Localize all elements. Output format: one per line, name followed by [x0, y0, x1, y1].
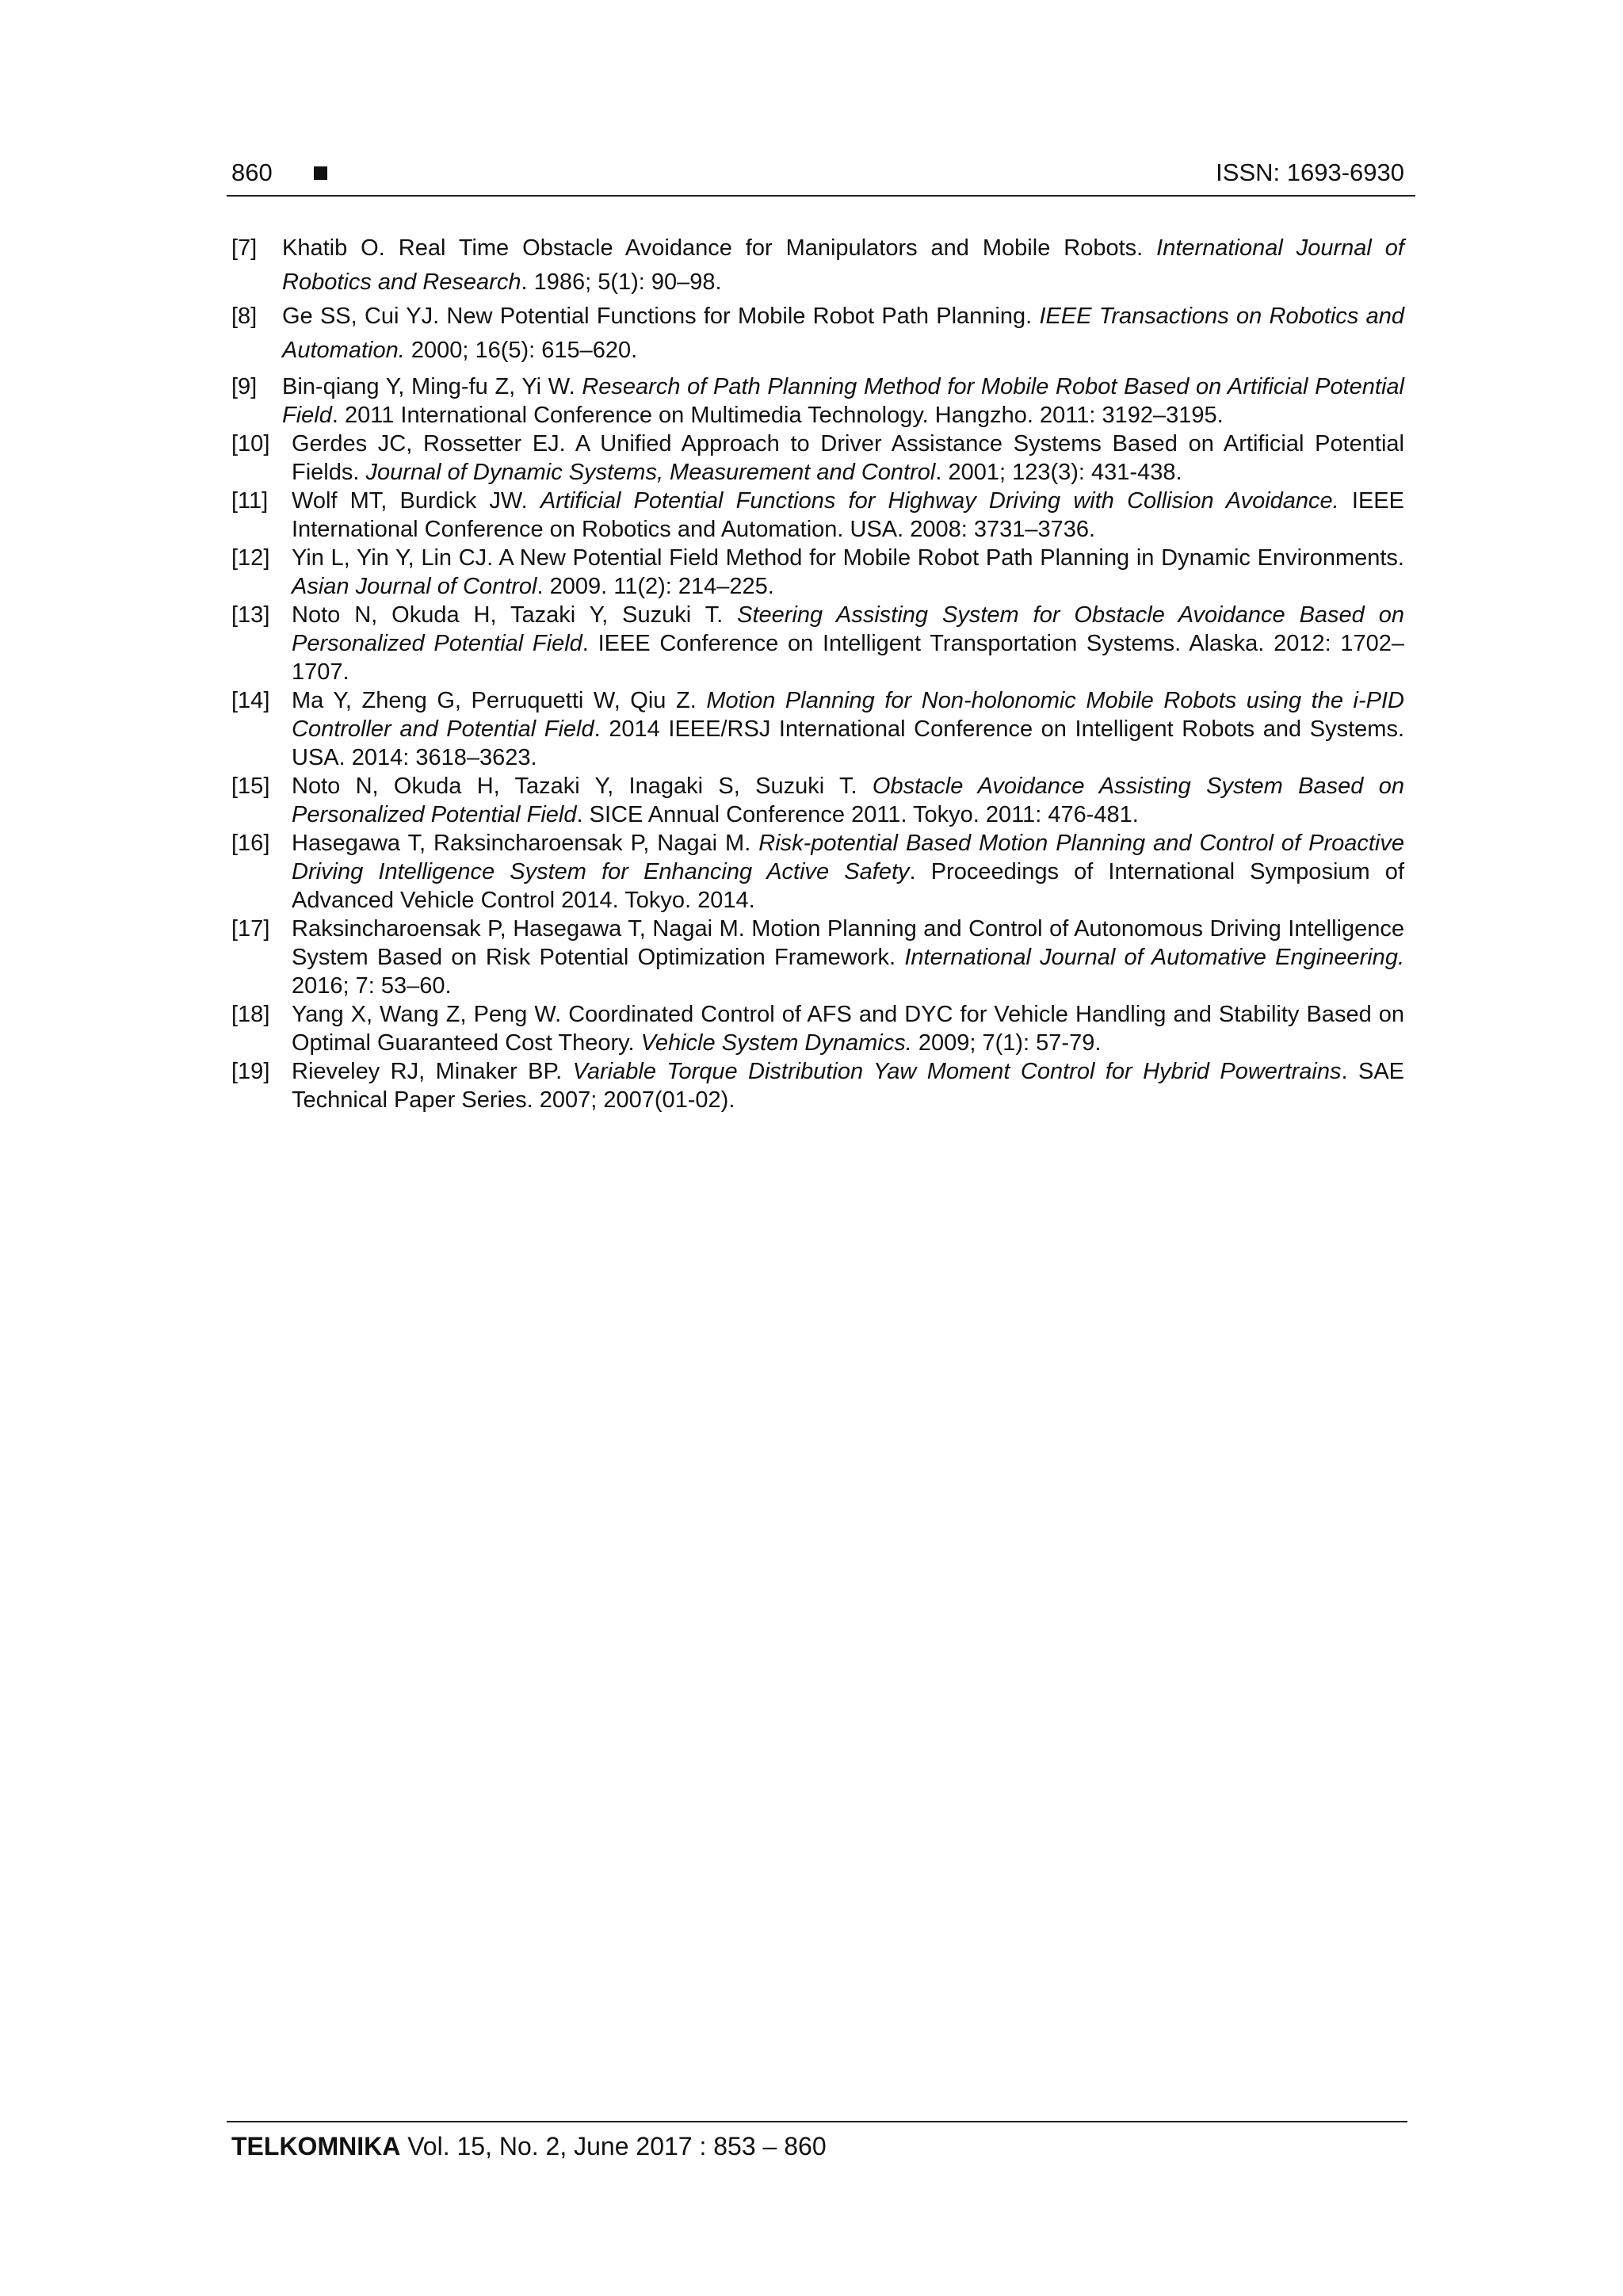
reference-number: [10]	[231, 431, 270, 457]
square-bullet-icon	[314, 166, 327, 180]
reference-source: Obstacle Avoidance Assisting System Based on Personalized Potential Field	[292, 774, 1404, 827]
header-divider	[227, 195, 1415, 197]
reference-source: Artificial Potential Functions for Highway Driving with Collision Avoidance.	[540, 488, 1339, 514]
reference-item	[231, 601, 1404, 686]
issn-label: ISSN: 1693-6930	[1216, 159, 1404, 186]
reference-number: [13]	[231, 602, 270, 628]
footer-divider	[227, 2121, 1407, 2122]
reference-text: Raksincharoensak P, Hasegawa T, Nagai M. Motion Planning and Control of Autonomous Driving Intelligence System Based on Risk Potential Optimization Framework.	[292, 916, 1404, 970]
reference-source: Journal of Dynamic Systems, Measurement and Control	[365, 460, 936, 485]
reference-text: Ma Y, Zheng G, Perruquetti W, Qiu Z.	[292, 688, 707, 713]
reference-details: 2016; 7: 53–60.	[292, 973, 452, 999]
reference-details: . 2011 International Conference on Multimedia Technology. Hangzho. 2011: 3192–3195.	[331, 403, 1224, 428]
reference-source: Motion Planning for Non-holonomic Mobile Robots using the i-PID Controller and Potential Field	[292, 688, 1404, 742]
reference-text: Bin-qiang Y, Ming-fu Z, Yi W.	[282, 374, 582, 399]
reference-number: [12]	[231, 545, 270, 571]
page-header	[231, 155, 1412, 190]
reference-number: [15]	[231, 774, 270, 799]
reference-text: Yin L, Yin Y, Lin CJ. A New Potential Field Method for Mobile Robot Path Planning in Dynamic Environments.	[292, 545, 1404, 571]
reference-item	[231, 300, 1404, 368]
reference-item	[231, 1057, 1404, 1114]
reference-details: . 2014 IEEE/RSJ International Conference on Intelligent Robots and Systems. USA. 2014: 3618–3623.	[292, 716, 1405, 770]
reference-text: Noto N, Okuda H, Tazaki Y, Suzuki T.	[292, 602, 738, 628]
reference-text: Gerdes JC, Rossetter EJ. A Unified Approach to Driver Assistance Systems Based on Artificial Potential Fields.	[292, 431, 1404, 485]
reference-number: [18]	[231, 1002, 270, 1027]
reference-source: Asian Journal of Control	[292, 574, 537, 599]
reference-details: . Proceedings of International Symposium of Advanced Vehicle Control 2014. Tokyo. 2014.	[292, 859, 1404, 913]
reference-text: Yang X, Wang Z, Peng W. Coordinated Control of AFS and DYC for Vehicle Handling and Stability Based on Optimal Guaranteed Cost Theory.	[292, 1002, 1404, 1056]
reference-details: . 1986; 5(1): 90–98.	[521, 269, 722, 295]
reference-item	[231, 829, 1404, 915]
reference-text: Noto N, Okuda H, Tazaki Y, Inagaki S, Suzuki T.	[292, 774, 873, 799]
reference-item	[231, 1000, 1404, 1057]
reference-number: [9]	[231, 374, 258, 399]
reference-item	[231, 686, 1404, 772]
reference-number: [14]	[231, 688, 270, 713]
reference-item	[231, 430, 1404, 487]
reference-details: . SICE Annual Conference 2011. Tokyo. 2011: 476-481.	[576, 802, 1139, 827]
reference-text: Rieveley RJ, Minaker BP.	[292, 1059, 573, 1084]
journal-name: TELKOMNIKA	[231, 2132, 401, 2160]
reference-details: . SAE Technical Paper Series. 2007; 2007(01-02).	[292, 1059, 1405, 1113]
reference-item	[231, 372, 1404, 430]
reference-item	[231, 231, 1404, 300]
reference-details: . 2001; 123(3): 431-438.	[935, 460, 1182, 485]
issue-details: Vol. 15, No. 2, June 2017 : 853 – 860	[407, 2132, 827, 2160]
reference-number: [16]	[231, 831, 270, 856]
reference-source: Vehicle System Dynamics.	[640, 1030, 912, 1056]
reference-source: International Journal of Robotics and Research	[282, 235, 1404, 295]
reference-text: Khatib O. Real Time Obstacle Avoidance for Manipulators and Mobile Robots.	[282, 235, 1157, 261]
reference-details: 2009; 7(1): 57-79.	[911, 1030, 1102, 1056]
reference-details: . IEEE Conference on Intelligent Transportation Systems. Alaska. 2012: 1702–1707.	[292, 631, 1405, 685]
page-number: 860	[231, 159, 273, 186]
reference-source: IEEE Transactions on Robotics and Automation.	[282, 304, 1404, 363]
reference-number: [17]	[231, 916, 270, 942]
reference-list	[231, 231, 1404, 1114]
reference-source: Risk-potential Based Motion Planning and Control of Proactive Driving Intelligence System for Enhancing Active Safety	[292, 831, 1405, 884]
reference-source: Steering Assisting System for Obstacle Avoidance Based on Personalized Potential Field	[292, 602, 1405, 656]
reference-number: [8]	[231, 304, 258, 329]
reference-item	[231, 915, 1404, 1000]
reference-details: 2000; 16(5): 615–620.	[404, 338, 638, 363]
reference-text: Ge SS, Cui YJ. New Potential Functions for Mobile Robot Path Planning.	[282, 304, 1040, 329]
reference-number: [11]	[231, 488, 269, 514]
reference-details: . 2009. 11(2): 214–225.	[537, 574, 774, 599]
reference-number: [19]	[231, 1059, 270, 1084]
reference-item	[231, 772, 1404, 829]
page-footer	[231, 2129, 827, 2164]
reference-text: Wolf MT, Burdick JW.	[292, 488, 540, 514]
reference-text: Hasegawa T, Raksincharoensak P, Nagai M.	[292, 831, 759, 856]
reference-source: Variable Torque Distribution Yaw Moment Control for Hybrid Powertrains	[572, 1059, 1342, 1084]
reference-source: International Journal of Automative Engineering.	[904, 945, 1405, 970]
reference-item	[231, 487, 1404, 544]
reference-number: [7]	[231, 235, 258, 261]
reference-details: IEEE International Conference on Robotics and Automation. USA. 2008: 3731–3736.	[292, 488, 1404, 542]
reference-item	[231, 544, 1404, 601]
reference-source: Research of Path Planning Method for Mobile Robot Based on Artificial Potential Field	[282, 374, 1404, 428]
